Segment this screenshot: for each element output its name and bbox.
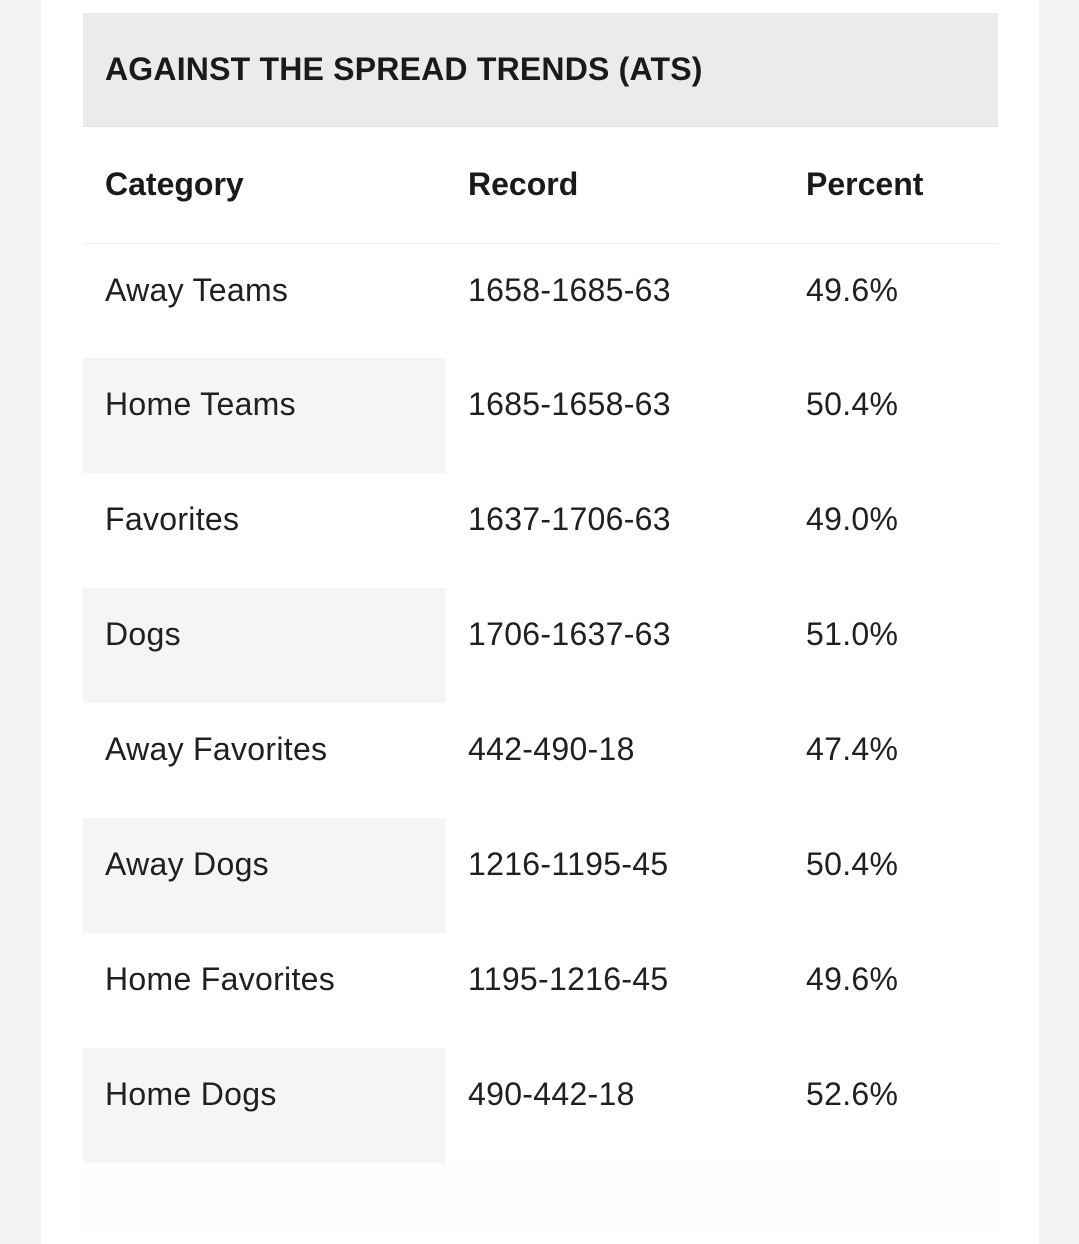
table-row — [83, 473, 998, 588]
cell-record: 1195-1216-45 — [468, 961, 669, 997]
cell-category: Away Favorites — [105, 731, 328, 767]
cell-percent: 49.0% — [806, 501, 899, 537]
table-row — [83, 358, 998, 473]
cell-percent: 49.6% — [806, 271, 899, 308]
cell-percent: 52.6% — [806, 1076, 899, 1112]
column-header-percent: Percent — [784, 127, 998, 243]
cell-record: 1637-1706-63 — [468, 501, 671, 537]
table-row — [83, 1048, 998, 1163]
cell-record: 1706-1637-63 — [468, 616, 671, 652]
cell-record: 1658-1685-63 — [468, 271, 671, 308]
cell-percent: 50.4% — [806, 386, 899, 422]
cell-percent: 47.4% — [806, 731, 899, 767]
table-row — [83, 933, 998, 1048]
cell-category: Home Favorites — [105, 961, 336, 997]
cell-category: Away Dogs — [83, 818, 446, 933]
header-row — [83, 127, 998, 243]
page-container — [41, 0, 1039, 1244]
cell-record: 442-490-18 — [468, 731, 635, 767]
table-row — [83, 818, 998, 933]
cell-percent: 50.4% — [806, 846, 899, 882]
cell-record: 1216-1195-45 — [468, 846, 669, 882]
ats-trends-table — [83, 127, 998, 1163]
cell-category: Home Dogs — [83, 1048, 446, 1163]
cell-category: Away Teams — [105, 271, 289, 308]
ats-trends-card — [83, 13, 998, 1233]
cell-category: Home Teams — [83, 358, 446, 473]
cell-category: Favorites — [105, 501, 240, 537]
table-body — [83, 243, 998, 1163]
column-header-record: Record — [446, 127, 784, 243]
cell-percent: 51.0% — [806, 616, 899, 652]
table-row — [83, 703, 998, 818]
table-head — [83, 127, 998, 243]
table-footer-spacer — [83, 1163, 998, 1233]
section-header — [83, 13, 998, 127]
table-row — [83, 243, 998, 358]
cell-percent: 49.6% — [806, 961, 899, 997]
cell-category: Dogs — [83, 588, 446, 703]
table-row — [83, 588, 998, 703]
column-header-category: Category — [83, 127, 446, 243]
cell-record: 1685-1658-63 — [468, 386, 671, 422]
section-title: AGAINST THE SPREAD TRENDS (ATS) — [105, 51, 703, 87]
cell-record: 490-442-18 — [468, 1076, 635, 1112]
